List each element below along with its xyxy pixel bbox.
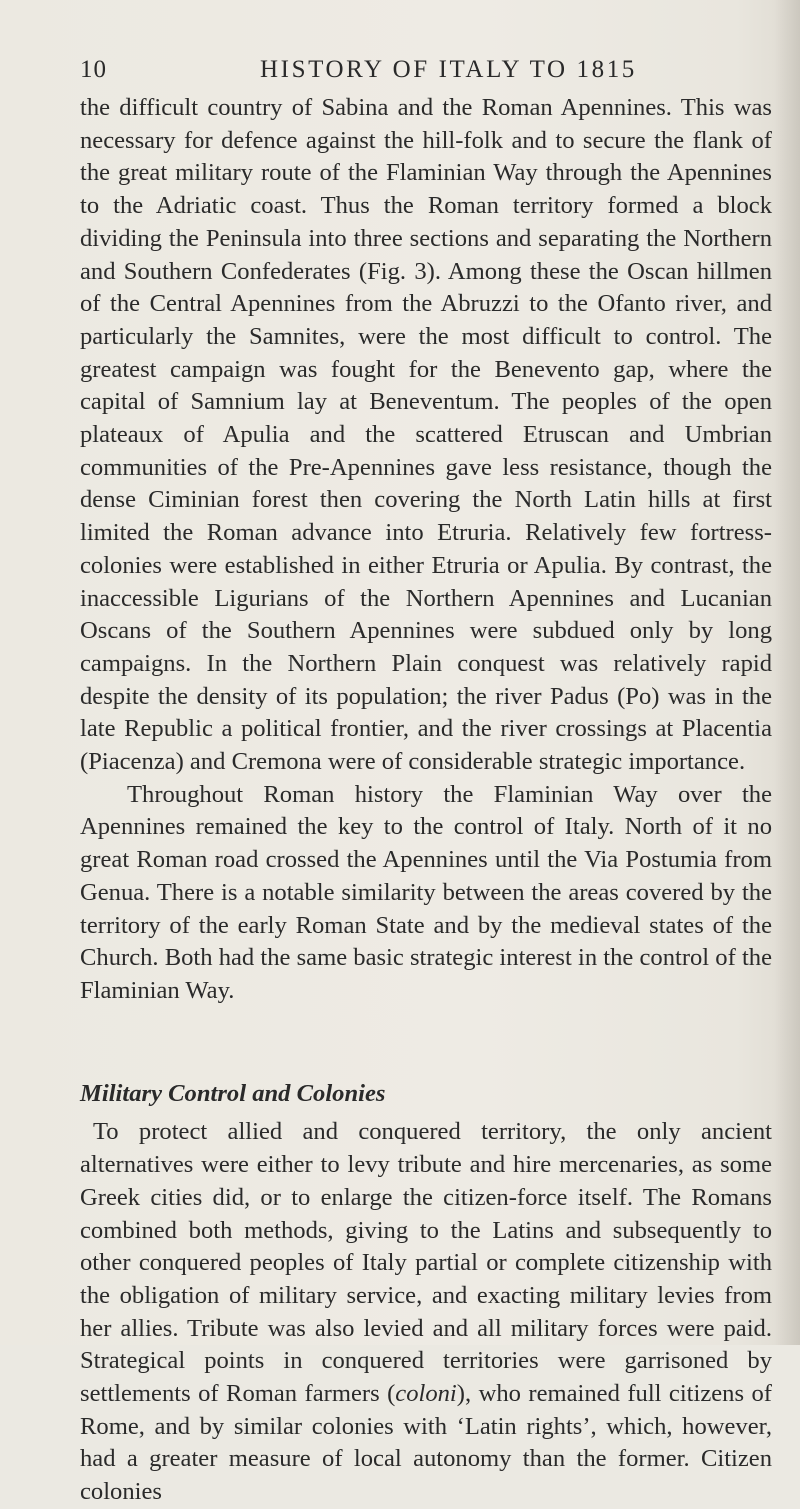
paragraph-military-control — [80, 1116, 772, 1508]
paragraph-continued: the difficult country of Sabina and the Roman Apennines. This was necessary for defence against the hill-folk and to secure the flank of the great military route of the Flaminian Way through the Apennines to the Adriatic coast. Thus the Roman territory formed a block dividing the Peninsula into three sections and separating the Northern and Southern Confederates (Fig. 3). Among these the Oscan hillmen of the Central Apennines from the Abruzzi to the Ofanto river, and particularly the Samnites, were the most difficult to control. The greatest campaign was fought for the Benevento gap, where the capital of Samnium lay at Beneventum. The peoples of the open plateaux of Apulia and the scattered Etruscan and Umbrian communities of the Pre-Apennines gave less resistance, though the dense Ciminian forest then covering the North Latin hills at first limited the Roman advance into Etruria. Relatively few fortress-colonies were established in either Etruria or Apulia. By contrast, the inaccessible Ligurians of the Northern Apennines and Lucanian Oscans of the Southern Apennines were subdued only by long campaigns. In the Northern Plain conquest was relatively rapid despite the density of its population; the river Padus (Po) was in the late Republic a political frontier, and the river crossings at Placentia (Piacenza) and Cremona were of considerable strategic importance. — [80, 94, 772, 776]
paragraph-text-part-2: ), who remained full citizens of Rome, and by similar colonies with ‘Latin rights’, which, however, had a greater measure of local autonomy than the former. Citizen colonies — [80, 1380, 772, 1506]
paragraph-text-part-1: To protect allied and conquered territory, the only ancient alternatives were either to levy tribute and hire mercenaries, as some Greek cities did, or to enlarge the citizen-force itself. The Romans combined both methods, giving to the Latins and subsequently to other conquered peoples of Italy partial or complete citizenship with the obligation of military service, and exacting military levies from her allies. Tribute was also levied and all military forces were paid. Strategical points in conquered territories were garrisoned by settlements of Roman farmers ( — [80, 1118, 772, 1408]
paragraph-flaminian-way: Throughout Roman history the Flaminian Way over the Apennines remained the key to the control of Italy. North of it no great Roman road crossed the Apennines until the Via Postumia from Genua. There is a notable similarity between the areas covered by the territory of the early Roman State and by the medieval states of the Church. Both had the same basic strategic interest in the control of the Flaminian Way. — [80, 780, 772, 1004]
page-edge-shadow — [774, 0, 800, 1345]
section-heading: Military Control and Colonies — [80, 1079, 386, 1107]
running-header — [80, 56, 770, 90]
italic-term-coloni: coloni — [395, 1380, 457, 1408]
body-text — [80, 92, 772, 1509]
running-title: HISTORY OF ITALY TO 1815 — [260, 56, 637, 83]
page-number: 10 — [80, 56, 107, 83]
